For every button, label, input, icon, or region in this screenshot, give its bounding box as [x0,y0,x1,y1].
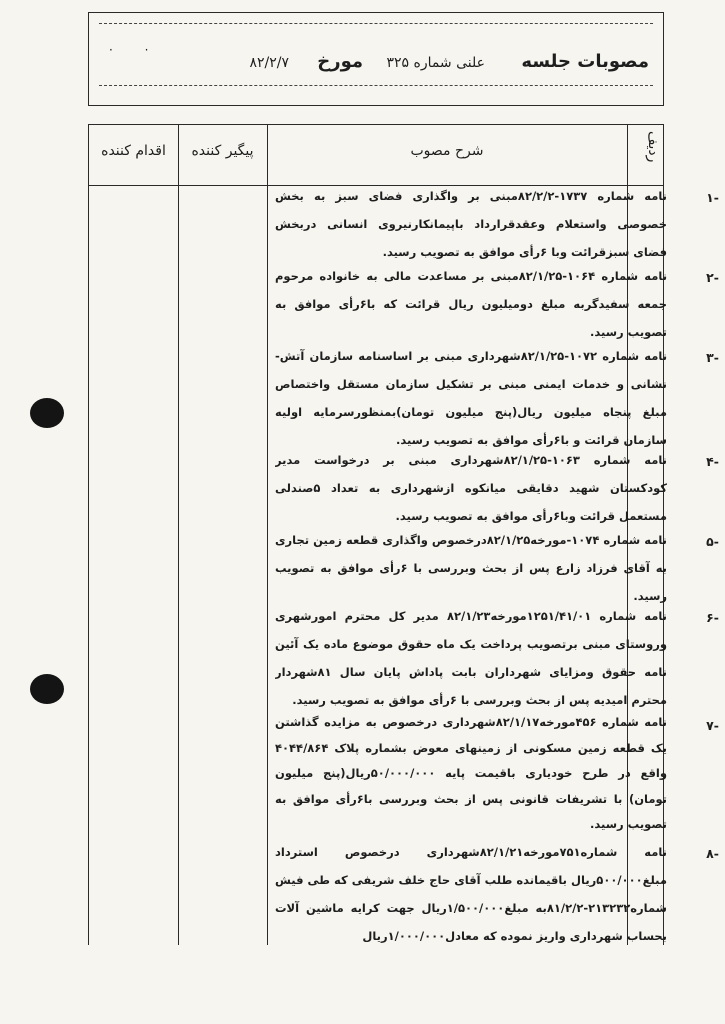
resolution-text: نامه شماره ۱۰۶۴-۸۲/۱/۲۵مبنی بر مساعدت مالی به خانواده مرحوم جمعه سفیدگربه مبلغ دومیلیون ریال قرائت که با۶رأی موافق به تصویب رسید. [275,269,667,339]
resolution-text: نامه شماره۷۵۱مورخه۸۲/۱/۲۱شهرداری درخصوص استرداد مبلغ۵۰۰/۰۰۰ریال باقیمانده طلب آقای حاج خلف شریفی که طی فیش شماره۲۱۳۲۳۲-۸۱/۲/۲به مبلغ۱/۵۰۰/۰۰۰ریال جهت کرایه ماشین آلات بحساب شهرداری واریز نموده که معادل۱/۰۰۰/۰۰۰ریال [275,845,667,943]
header-dashed-line-top [99,23,653,24]
row-number: -۸ [706,846,719,861]
row-number: -۶ [706,610,719,625]
session-number: علنی شماره ۳۲۵ [386,55,485,71]
column-header-actor: اقدام کننده [101,143,166,159]
header-box [88,12,664,106]
header-dashed-line-bottom [99,85,653,86]
resolution-text: نامه شماره ۱۰۷۲-۸۲/۱/۲۵شهرداری مبنی بر اساسنامه سازمان آتش-نشانی و خدمات ایمنی مبنی بر تشکیل سازمان مستقل واختصاص مبلغ پنجاه میلیون ریال(پنج میلیون تومان)بمنظورسرمایه اولیه سازمان قرائت و با۶رأی موافق به تصویب رسید. [275,349,667,447]
row-number: -۴ [706,454,719,469]
row-number: -۵ [706,534,719,549]
resolution-text: نامه شماره ۱۰۷۴-مورخه۸۲/۱/۲۵درخصوص واگذاری قطعه زمین تجاری به آقای فرزاد زارع پس از بحث وبررسی با ۶رأی موافق به تصویب رسید. [275,533,667,603]
column-header-follower: پیگیر کننده [191,143,254,159]
resolution-text: نامه شماره ۴۵۶مورخه۸۲/۱/۱۷شهرداری درخصوص به مزایده گذاشتن یک قطعه زمین مسکونی از زمینهای معوض بشماره پلاک ۴۰۴۴/۸۶۴ واقع در طرح خودیاری باقیمت پایه ۵۰/۰۰۰/۰۰۰ریال(پنج میلیون تومان) با تشریفات قانونی پس از بحث وبررسی با۶رأی موافق به تصویب رسید. [275,715,667,832]
row-number: -۱ [706,190,719,205]
resolution-text: نامه شماره ۱۲۵۱/۴۱/۰۱مورخه۸۲/۱/۲۳ مدیر کل محترم امورشهری وروستای مبنی برتصویب پرداخت یک ماه حقوق موضوع ماده یک آئین نامه حقوق ومزایای شهرداران بابت پاداش پایان سال ۸۱شهردار محترم امیدیه پس از بحث وبررسی با ۶رأی موافق به تصویب رسید. [275,609,667,707]
session-date: ۸۲/۲/۷ [249,55,289,71]
document-title: مصوبات جلسه [521,51,649,72]
row-number: -۳ [706,350,719,365]
row-number: -۲ [706,270,719,285]
resolution-text: نامه شماره ۱۰۶۳-۸۲/۱/۲۵شهرداری مبنی بر درخواست مدیر کودکستان شهید دقایقی میانکوه ازشهرداری به تعداد ۵صندلی مستعمل قرائت وبا۶رأی موافق به تصویب رسید. [275,453,667,523]
row-number: -۷ [706,718,719,733]
resolution-text: نامه شماره ۱۷۳۷-۸۲/۲/۲مبنی بر واگذاری فضای سبز به بخش خصوصی واستعلام وعقدقرارداد باپیمانکارنیروی انسانی دربخش فضای سبزقرائت وبا ۶رأی موافق به تصویب رسید. [275,189,667,259]
column-divider-follower [267,125,268,945]
dated-label: مورخ [317,51,363,72]
column-header-row: ردیف [645,131,661,163]
column-divider-actor [178,125,179,945]
column-header-description: شرح مصوب [410,143,484,159]
punch-hole-upper [30,398,64,428]
punch-hole-lower [30,674,64,704]
title-row [89,47,663,81]
ink-specks: · · [109,43,163,57]
